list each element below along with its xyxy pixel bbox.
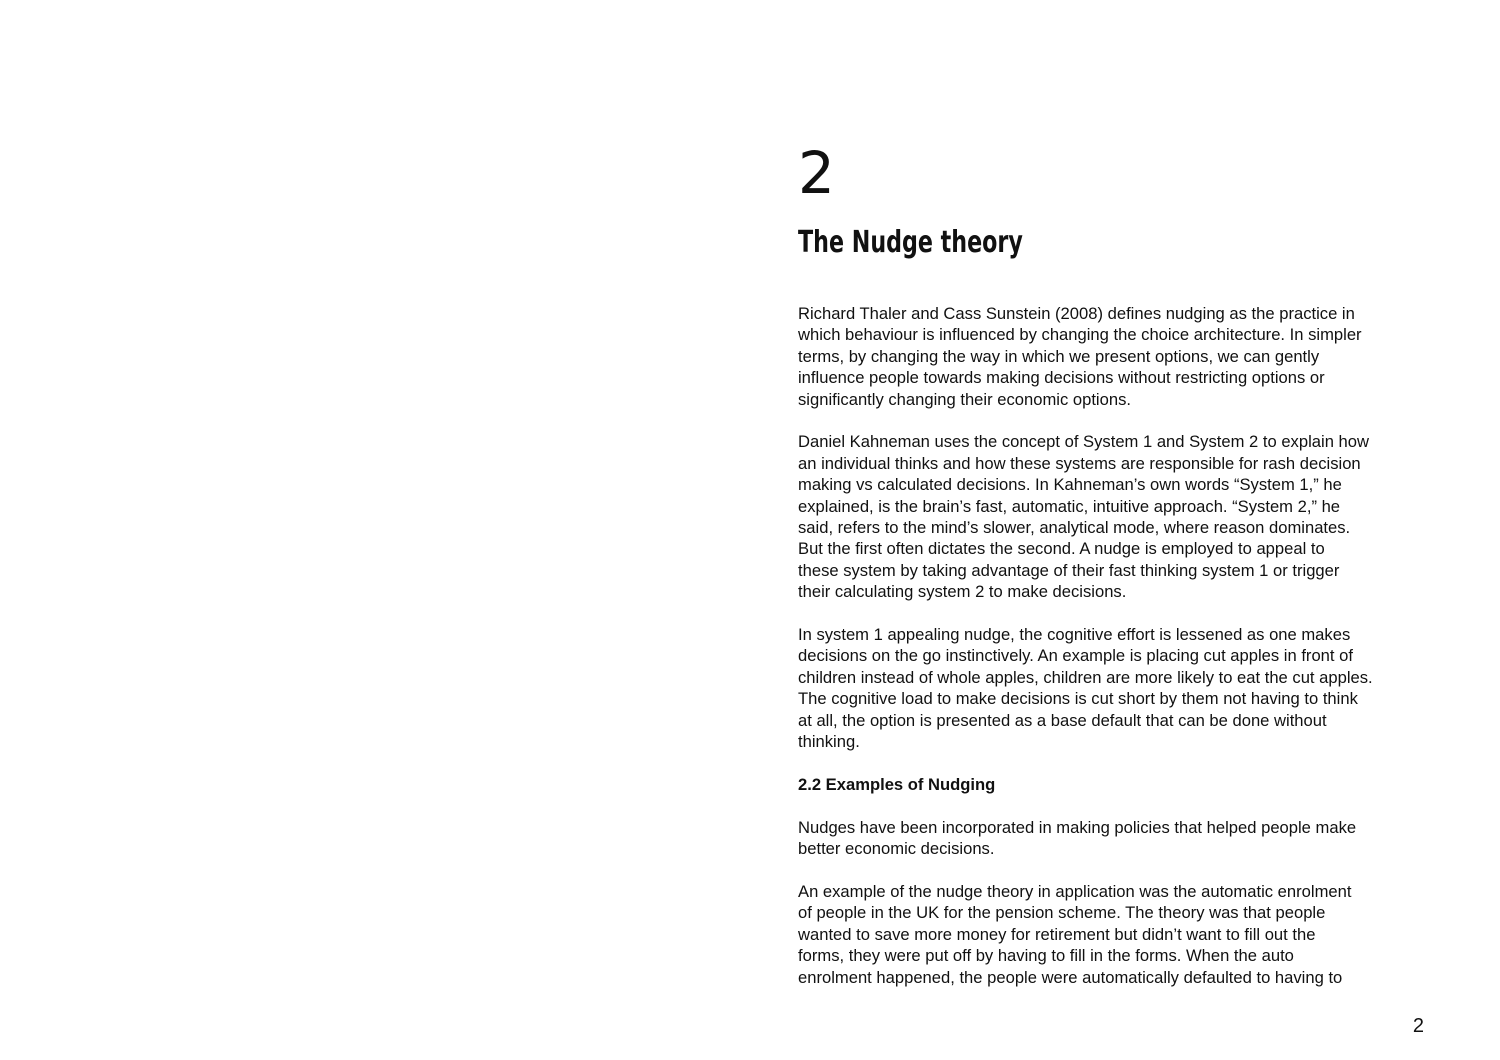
- text-line: The cognitive load to make decisions is cut short by them not having to think: [798, 689, 1358, 709]
- text-line: said, refers to the mind’s slower, analytical mode, where reason dominates.: [798, 518, 1351, 538]
- body-text: [798, 303, 1430, 988]
- text-line: an individual thinks and how these systems are responsible for rash decision: [798, 453, 1361, 473]
- section-heading: 2.2 Examples of Nudging: [798, 774, 996, 794]
- chapter-title: The Nudge theory: [798, 225, 1023, 260]
- text-line: enrolment happened, the people were automatically defaulted to having to: [798, 967, 1343, 987]
- paragraph-policies: [798, 817, 1430, 860]
- text-line: thinking.: [798, 732, 860, 752]
- text-line: An example of the nudge theory in application was the automatic enrolment: [798, 881, 1352, 901]
- text-line: better economic decisions.: [798, 839, 995, 859]
- chapter-number: 2: [798, 139, 835, 207]
- paragraph-system-1: [798, 624, 1430, 752]
- text-line: children instead of whole apples, children are more likely to eat the cut apples.: [798, 667, 1373, 687]
- text-line: explained, is the brain’s fast, automatic, intuitive approach. “System 2,” he: [798, 496, 1341, 516]
- right-page: [750, 0, 1500, 1060]
- text-line: decisions on the go instinctively. An example is placing cut apples in front of: [798, 646, 1353, 666]
- page-number: 2: [1412, 1015, 1424, 1037]
- text-line: significantly changing their economic options.: [798, 389, 1131, 409]
- text-line: Daniel Kahneman uses the concept of System 1 and System 2 to explain how: [798, 432, 1369, 452]
- text-line: at all, the option is presented as a base default that can be done without: [798, 710, 1327, 730]
- paragraph-kahneman: [798, 431, 1430, 602]
- text-line: But the first often dictates the second. A nudge is employed to appeal to: [798, 539, 1325, 559]
- text-line: Nudges have been incorporated in making policies that helped people make: [798, 817, 1357, 837]
- text-line: forms, they were put off by having to fill in the forms. When the auto: [798, 946, 1294, 966]
- text-line: Richard Thaler and Cass Sunstein (2008) defines nudging as the practice in: [798, 304, 1355, 323]
- text-line: making vs calculated decisions. In Kahneman’s own words “System 1,” he: [798, 475, 1342, 495]
- text-line: wanted to save more money for retirement but didn’t want to fill out the: [798, 924, 1316, 944]
- text-line: these system by taking advantage of their fast thinking system 1 or trigger: [798, 560, 1340, 580]
- text-line: influence people towards making decisions without restricting options or: [798, 368, 1325, 388]
- paragraph-pension-example: [798, 881, 1430, 988]
- text-line: In system 1 appealing nudge, the cognitive effort is lessened as one makes: [798, 625, 1351, 645]
- text-line: terms, by changing the way in which we present options, we can gently: [798, 346, 1320, 366]
- text-line: which behaviour is influenced by changing the choice architecture. In simpler: [798, 325, 1362, 345]
- paragraph-definition: [798, 303, 1430, 410]
- text-line: of people in the UK for the pension scheme. The theory was that people: [798, 903, 1326, 923]
- text-line: their calculating system 2 to make decisions.: [798, 582, 1127, 602]
